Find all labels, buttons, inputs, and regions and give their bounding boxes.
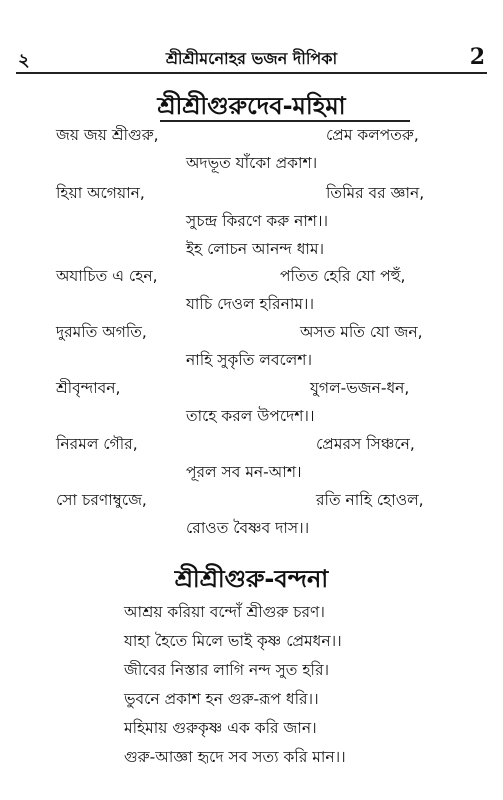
verse-line: রতি নাহি হোওল, (316, 491, 424, 509)
verse-line: প্রেম কলপতরু, (326, 126, 419, 144)
verse-line: নাহি সুকৃতি লবলেশ। (186, 351, 312, 369)
verse-line: তিমির বর জ্ঞান, (326, 184, 425, 202)
section-title-guru-vandana: শ্রীশ্রীগুরু-বন্দনা (174, 565, 329, 593)
verse-line: অসত মতি যো জন, (300, 323, 423, 341)
verse-line: পতিত হেরি যো পহুঁ, (280, 267, 406, 285)
verse-line: প্রেমরস সিঞ্চনে, (316, 435, 415, 453)
verse-line: জীবের নিস্তার লাগি নন্দ সুত হরি। (124, 661, 330, 679)
verse-line: রোওত বৈষ্ণব দাস।। (186, 519, 310, 537)
verse-line: যাহা হৈতে মিলে ভাই কৃষ্ণ প্রেমধন।। (124, 632, 342, 650)
verse-line: হিয়া অগেয়ান, (56, 184, 145, 202)
section-title-underline (160, 120, 410, 122)
verse-line: তাহে করল উপদেশ।। (186, 407, 315, 425)
verse-line: সুচন্দ্র কিরণে করু নাশ।। (186, 212, 329, 230)
verse-line: মহিমায় গুরুকৃষ্ণ এক করি জান। (124, 719, 317, 737)
verse-line: যুগল-ভজন-ধন, (310, 379, 410, 397)
header-rule (16, 72, 487, 74)
verse-line: সো চরণাম্বুজে, (56, 491, 147, 509)
running-title: শ্রীশ্রীমনোহর ভজন দীপিকা (165, 49, 338, 68)
verse-line: ইহ লোচন আনন্দ ধাম। (186, 240, 325, 258)
verse-line: দুরমতি অগতি, (56, 323, 147, 341)
verse-line: গুরু-আজ্ঞা হৃদে সব সত্য করি মান।। (124, 748, 346, 766)
verse-line: অদভূত যাঁকো প্রকাশ। (186, 154, 318, 172)
verse-line: শ্রীবৃন্দাবন, (56, 379, 121, 397)
verse-line: আশ্রয় করিয়া বন্দোঁ শ্রীগুরু চরণ। (124, 603, 325, 621)
page-number: 2 (469, 44, 485, 70)
page-number-bengali: ২ (18, 50, 30, 71)
verse-line: যাচি দেওল হরিনাম।। (186, 295, 315, 313)
verse-line: ভুবনে প্রকাশ হন গুরু-রূপ ধরি।। (124, 690, 319, 708)
section-title-gurudev-mahima: শ্রীশ্রীগুরুদেব-মহিমা (157, 92, 346, 120)
verse-line: অযাচিত এ হেন, (56, 267, 158, 285)
verse-line: জয় জয় শ্রীগুরু, (56, 126, 159, 144)
verse-line: নিরমল গৌর, (56, 435, 138, 453)
verse-line: পূরল সব মন-আশ। (186, 463, 302, 481)
